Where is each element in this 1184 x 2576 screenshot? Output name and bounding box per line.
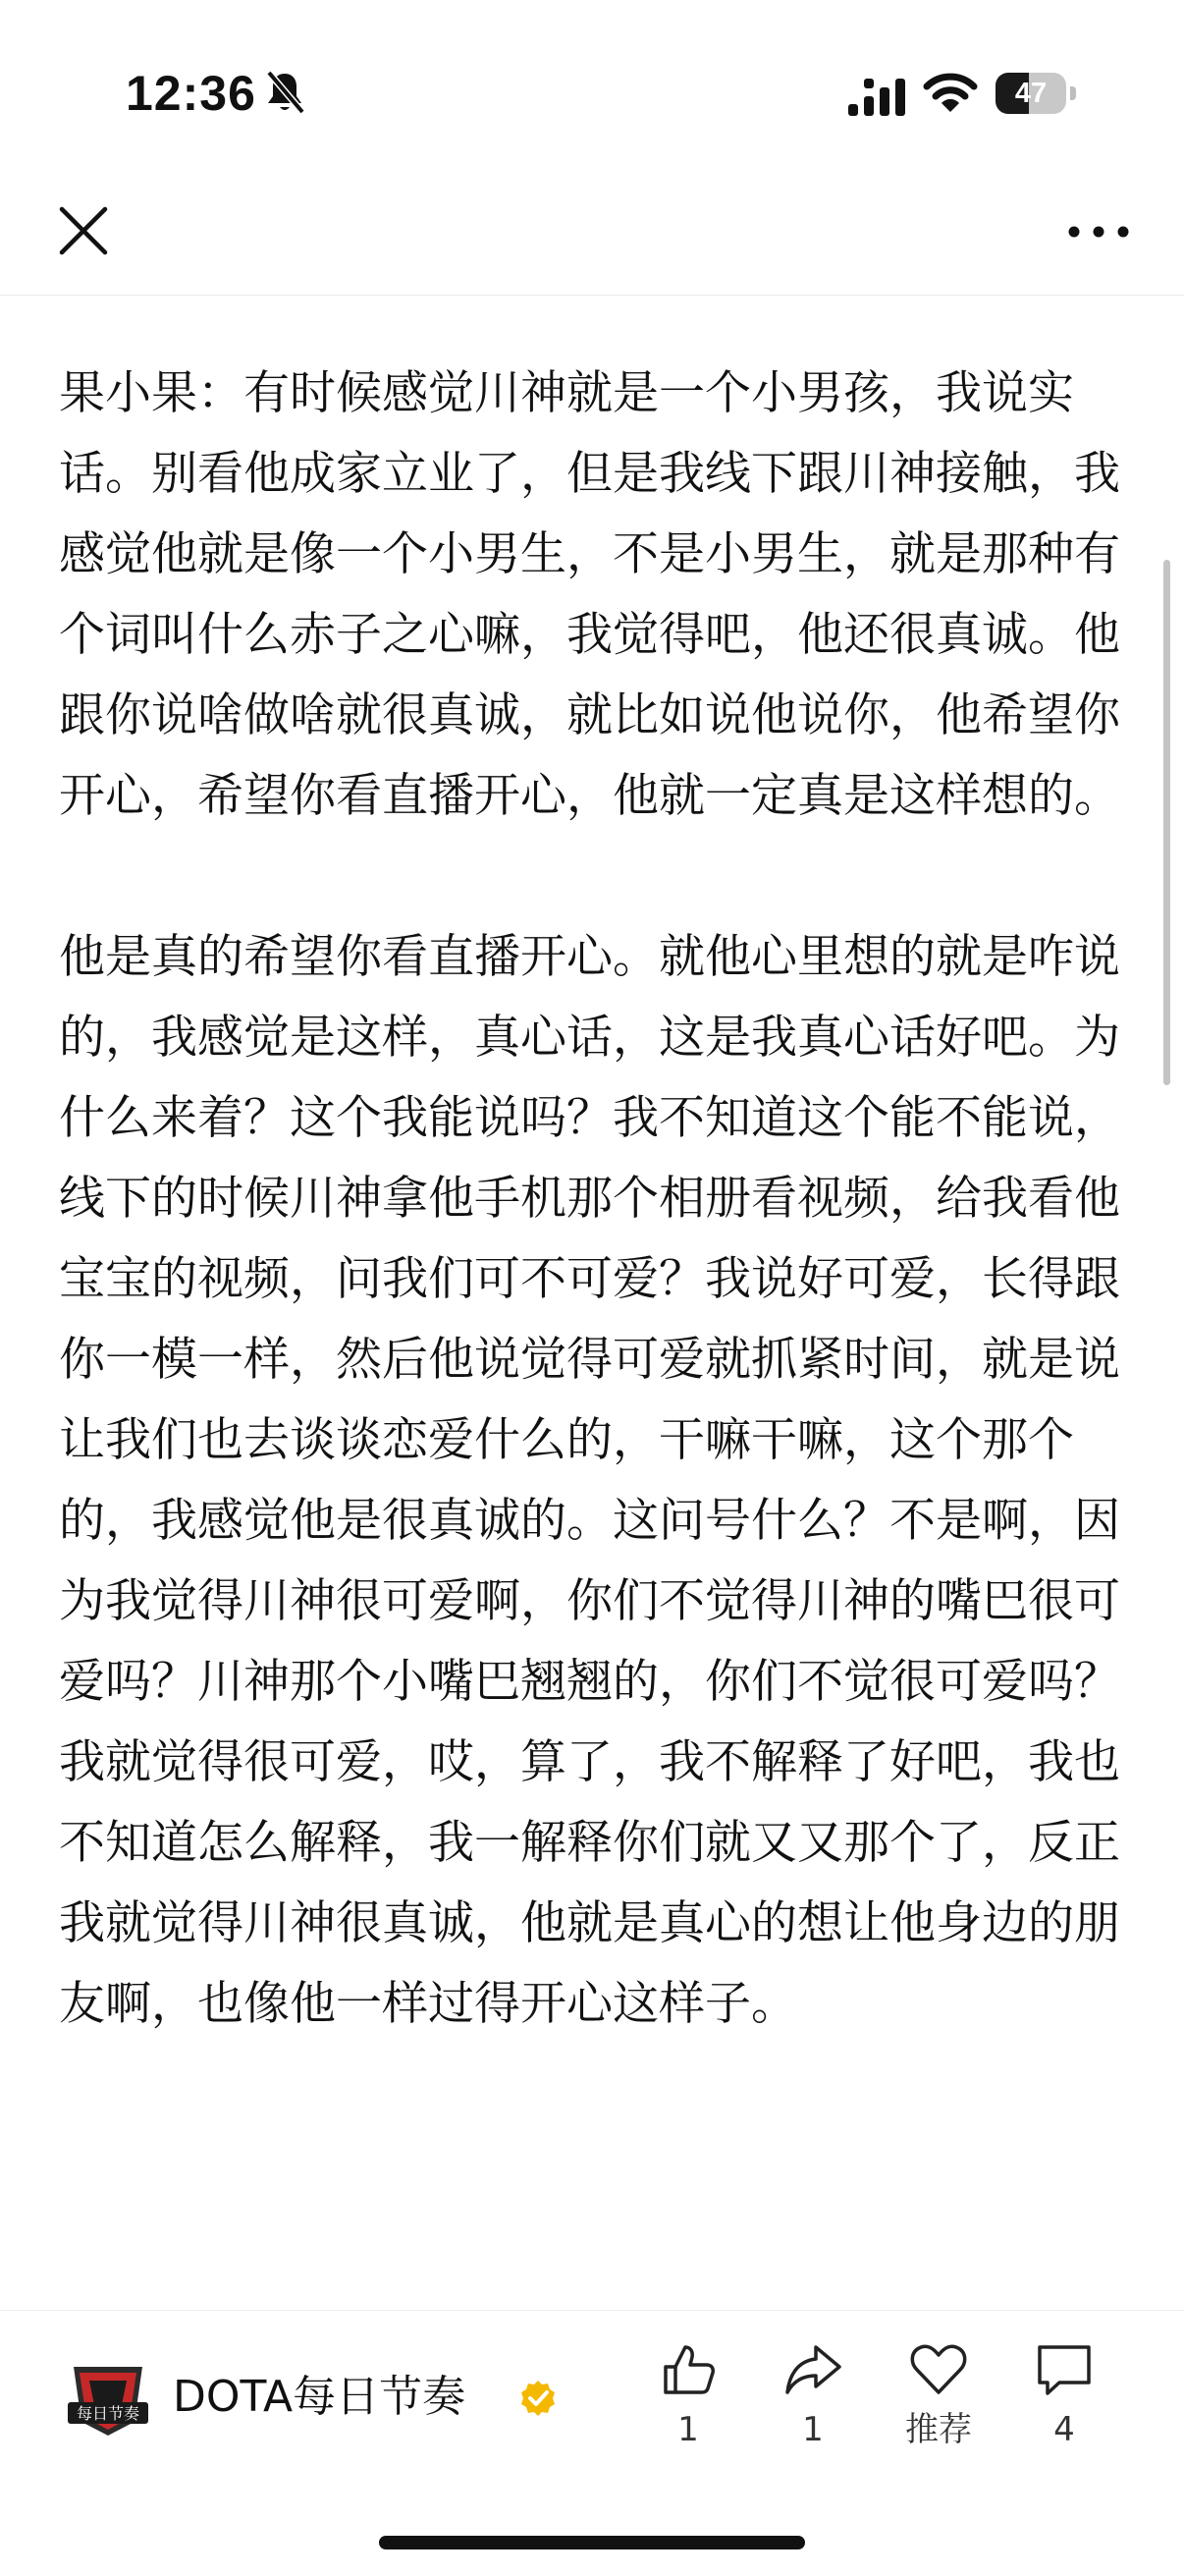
nav-bar (0, 187, 1184, 296)
more-horizontal-icon[interactable] (1064, 212, 1133, 251)
recommend-button[interactable] (880, 2339, 997, 2467)
comment-count: 4 (1053, 2410, 1075, 2449)
thumbs-up-icon (658, 2339, 719, 2400)
author-avatar[interactable] (64, 2353, 152, 2441)
status-bar (0, 0, 1184, 187)
comment-bubble-icon (1034, 2339, 1095, 2400)
battery-body (996, 73, 1066, 114)
home-indicator[interactable] (379, 2536, 805, 2549)
status-time: 12:36 (126, 66, 256, 121)
cellular-signal-icon (846, 77, 907, 118)
battery-icon (996, 73, 1078, 116)
author-name[interactable]: DOTA每日节奏 (173, 2372, 466, 2422)
like-count: 1 (677, 2410, 699, 2449)
comment-button[interactable] (1005, 2339, 1123, 2467)
scrollbar-thumb[interactable] (1163, 560, 1170, 1085)
close-icon[interactable] (54, 201, 113, 260)
avatar-text: 每日节奏 (76, 2404, 140, 2423)
battery-cap (1070, 86, 1076, 100)
bell-slash-icon (263, 69, 306, 116)
recommend-label: 推荐 (905, 2410, 972, 2449)
like-button[interactable] (629, 2339, 747, 2467)
share-button[interactable] (754, 2339, 872, 2467)
article-paragraph: 果小果：有时候感觉川神就是一个小男孩，我说实话。别看他成家立业了，但是我线下跟川神接触，我感觉他就是像一个小男生，不是小男生，就是那种有个词叫什么赤子之心嘛，我觉得吧，他还很真诚。他跟你说啥做啥就很真诚，就比如说他说你，他希望你开心，希望你看直播开心，他就一定真是这样想的。 (59, 366, 1120, 823)
heart-icon (908, 2339, 969, 2400)
verified-badge-icon (518, 2379, 558, 2418)
article-paragraph: 他是真的希望你看直播开心。就他心里想的就是咋说的，我感觉是这样，真心话，这是我真心话好吧。为什么来着？这个我能说吗？我不知道这个能不能说，线下的时候川神拿他手机那个相册看视频，给我看他宝宝的视频，问我们可不可爱？我说好可爱，长得跟你一模一样，然后他说觉得可爱就抓紧时间，就是说让我们也去谈谈恋爱什么的，干嘛干嘛，这个那个的，我感觉他是很真诚的。这问号什么？不是啊，因为我觉得川神很可爱啊，你们不觉得川神的嘴巴很可爱吗？川神那个小嘴巴翘翘的，你们不觉很可爱吗？我就觉得很可爱，哎，算了，我不解释了好吧，我也不知道怎么解释，我一解释你们就又又那个了，反正我就觉得川神很真诚，他就是真心的想让他身边的朋友啊，也像他一样过得开心这样子。 (59, 930, 1120, 2031)
wifi-icon (923, 71, 978, 114)
battery-level: 47 (1014, 78, 1048, 109)
share-count: 1 (802, 2410, 824, 2449)
share-arrow-icon (782, 2339, 843, 2400)
article-body (59, 354, 1129, 2045)
